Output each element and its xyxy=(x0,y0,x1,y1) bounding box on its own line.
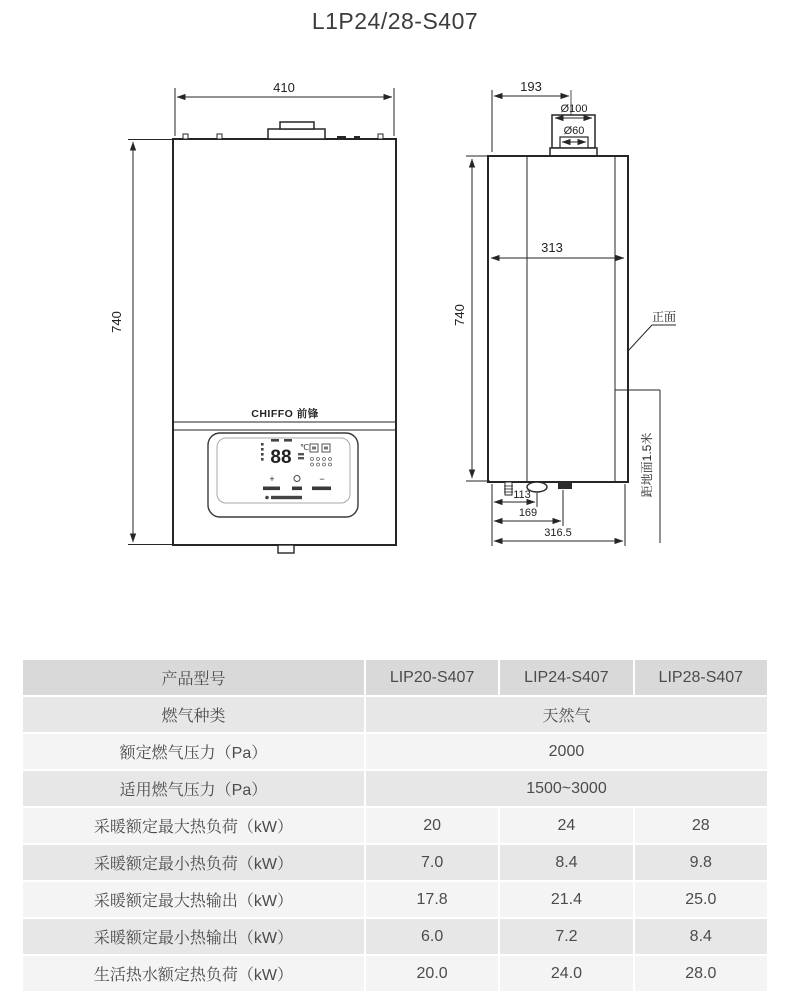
minus-button-icon: − xyxy=(319,474,325,484)
row-value: 1500~3000 xyxy=(366,771,767,806)
table-row xyxy=(23,771,767,806)
row-label: 采暖额定最大热负荷（kW） xyxy=(23,808,364,843)
side-view xyxy=(452,79,676,546)
row-label: 适用燃气压力（Pa） xyxy=(23,771,364,806)
row-value: 24 xyxy=(500,808,632,843)
dim-side-offset: 193 xyxy=(520,79,542,94)
model-cell: LIP24-S407 xyxy=(500,660,632,695)
table-row xyxy=(23,734,767,769)
row-value: 天然气 xyxy=(366,697,767,732)
plus-button-icon: + xyxy=(269,474,275,484)
dim-front-width: 410 xyxy=(273,80,295,95)
row-value: 28.0 xyxy=(635,956,767,991)
panel-brand-mark xyxy=(271,496,302,499)
valve-stem xyxy=(505,482,512,495)
flue-base xyxy=(550,148,597,156)
row-value: 8.4 xyxy=(635,919,767,954)
front-view xyxy=(109,80,396,553)
row-value: 7.2 xyxy=(500,919,632,954)
table-row xyxy=(23,808,767,843)
dim-bottom-c: 316.5 xyxy=(544,527,572,539)
row-value: 28 xyxy=(635,808,767,843)
row-label: 采暖额定最小热负荷（kW） xyxy=(23,845,364,880)
display-unit: ℃ xyxy=(300,443,309,452)
row-value: 20 xyxy=(366,808,498,843)
row-label: 燃气种类 xyxy=(23,697,364,732)
dim-flue-outer: Ø100 xyxy=(560,103,588,115)
bottom-connector xyxy=(558,482,572,489)
row-value: 17.8 xyxy=(366,882,498,917)
front-face-label: 正面 xyxy=(651,310,677,324)
row-value: 25.0 xyxy=(635,882,767,917)
dim-side-depth: 313 xyxy=(541,240,563,255)
row-value: 8.4 xyxy=(500,845,632,880)
display-digits: 88 xyxy=(270,447,292,468)
table-header-label: 产品型号 xyxy=(23,660,364,695)
row-value: 2000 xyxy=(366,734,767,769)
dim-bottom-b: 169 xyxy=(518,507,538,519)
table-row xyxy=(23,845,767,880)
side-body-outline xyxy=(488,156,628,482)
row-label: 采暖额定最小热输出（kW） xyxy=(23,919,364,954)
model-cell: LIP20-S407 xyxy=(366,660,498,695)
dim-front-height: 740 xyxy=(109,311,124,333)
table-row xyxy=(23,956,767,991)
dim-flue-inner: Ø60 xyxy=(563,125,585,137)
button-label xyxy=(312,487,331,491)
table-header-row xyxy=(23,660,767,695)
row-value: 21.4 xyxy=(500,882,632,917)
row-value: 24.0 xyxy=(500,956,632,991)
row-value: 6.0 xyxy=(366,919,498,954)
spec-table xyxy=(21,658,769,993)
dim-side-height: 740 xyxy=(452,304,467,326)
table-row xyxy=(23,919,767,954)
row-value: 7.0 xyxy=(366,845,498,880)
table-row xyxy=(23,882,767,917)
flue-collar-top xyxy=(280,122,314,129)
dim-bottom-a: 113 xyxy=(513,489,531,501)
row-label: 额定燃气压力（Pa） xyxy=(23,734,364,769)
bottom-tab xyxy=(278,545,294,553)
row-label: 采暖额定最大热输出（kW） xyxy=(23,882,364,917)
row-label: 生活热水额定热负荷（kW） xyxy=(23,956,364,991)
ground-clearance-label: 距地面1.5米 xyxy=(640,432,654,498)
model-cell: LIP28-S407 xyxy=(635,660,767,695)
flue-collar-base xyxy=(268,129,325,139)
page-title: L1P24/28-S407 xyxy=(311,8,479,34)
button-label xyxy=(292,487,302,491)
brand-logo: CHIFFO 前锋 xyxy=(251,408,319,420)
row-value: 20.0 xyxy=(366,956,498,991)
button-label xyxy=(263,487,280,491)
table-row xyxy=(23,697,767,732)
row-value: 9.8 xyxy=(635,845,767,880)
